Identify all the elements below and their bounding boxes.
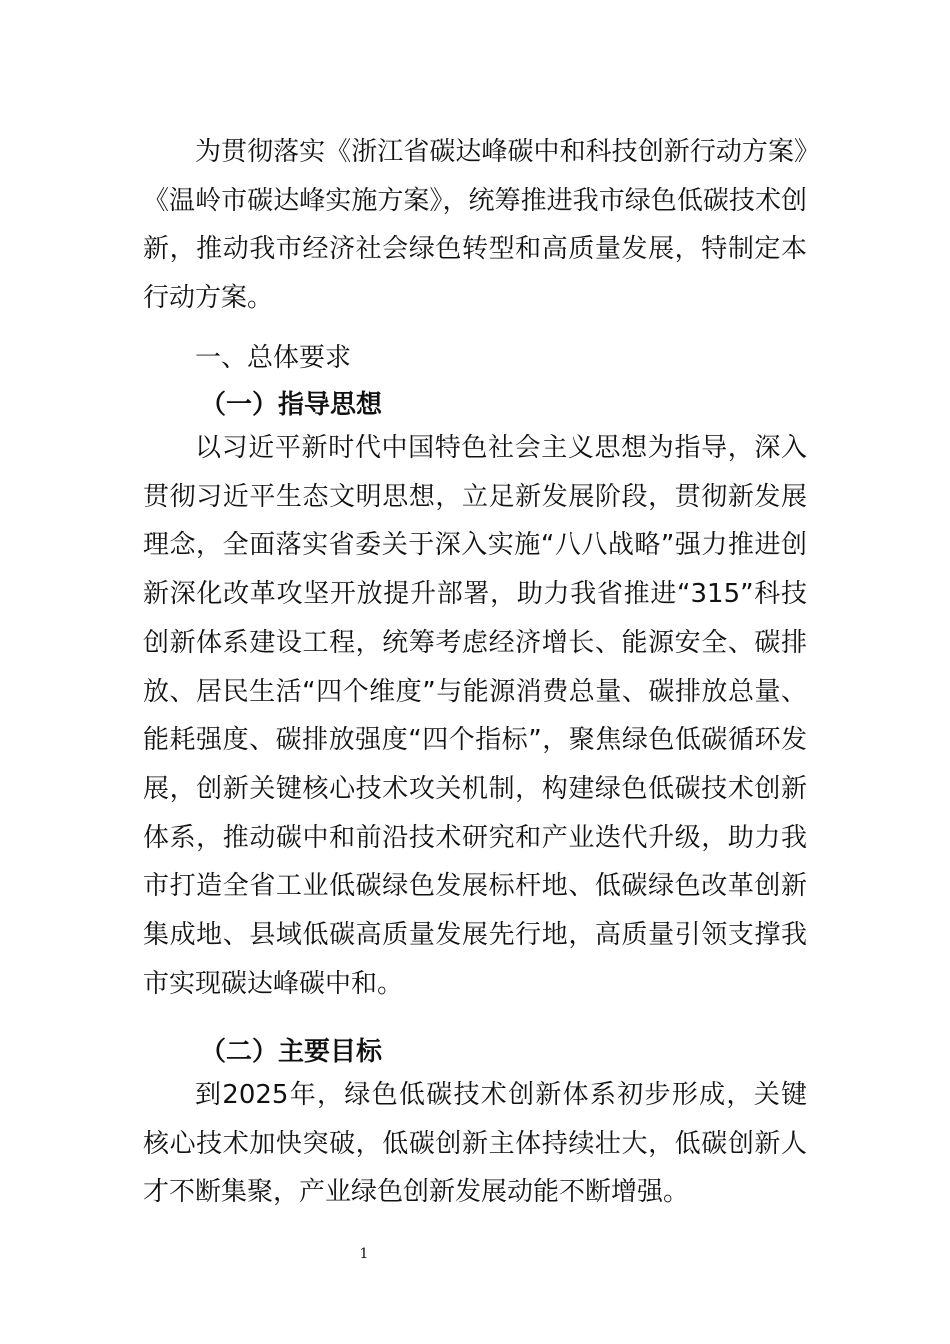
page-number: 1 [359, 1246, 369, 1262]
guiding-ideology-paragraph: 以习近平新时代中国特色社会主义思想为指导，深入贯彻习近平生态文明思想，立足新发展阶段，贯彻新发展理念，全面落实省委关于深入实施“八八战略”强力推进创新深化改革攻坚开放提升部署，助力我省推进“315”科技创新体系建设工程，统筹考虑经济增长、能源安全、碳排放、居民生活“四个维度”与能源消费总量、碳排放总量、能耗强度、碳排放强度“四个指标”，聚焦绿色低碳循环发展，创新关键核心技术攻关机制，构建绿色低碳技术创新体系，推动碳中和前沿技术研究和产业迭代升级，助力我市打造全省工业低碳绿色发展标杆地、低碳绿色改革创新集成地、县域低碳高质量发展先行地，高质量引领支撑我市实现碳达峰碳中和。 [143, 433, 807, 999]
main-goals-paragraph: 到2025年，绿色低碳技术创新体系初步形成，关键核心技术加快突破，低碳创新主体持续壮大，低碳创新人才不断集聚，产业绿色创新发展动能不断增强。 [143, 1080, 807, 1208]
section-heading-general-requirements: 一、总体要求 [195, 343, 352, 373]
subsection-heading-main-goals: （二）主要目标 [200, 1037, 383, 1067]
intro-paragraph: 为贯彻落实《浙江省碳达峰碳中和科技创新行动方案》《温岭市碳达峰实施方案》，统筹推进我市绿色低碳技术创新，推动我市经济社会绿色转型和高质量发展，特制定本行动方案。 [143, 137, 807, 314]
subsection-heading-guiding-ideology: （一）指导思想 [200, 390, 383, 420]
